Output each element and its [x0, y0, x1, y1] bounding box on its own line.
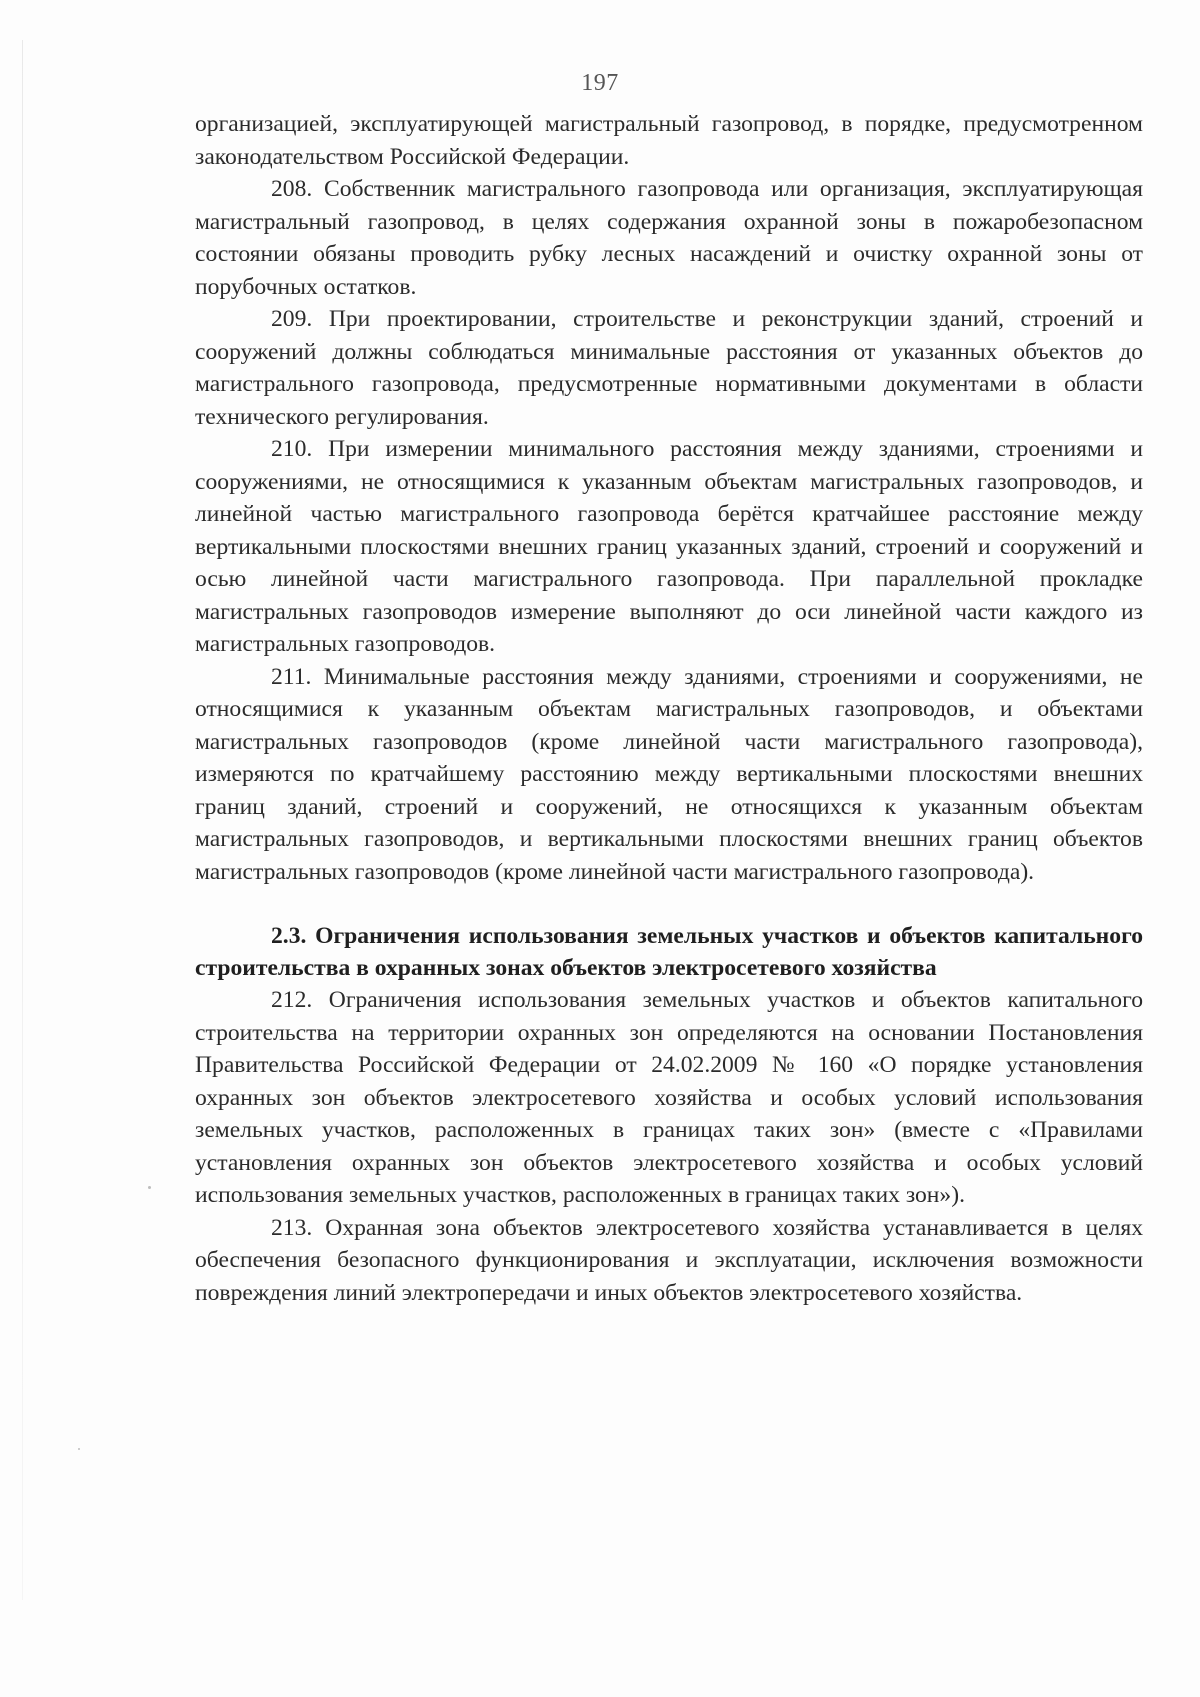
document-body — [195, 108, 1143, 1309]
section-heading-2-3: 2.3. Ограничения использования земельных участков и объектов капитального строительства в охранных зонах объектов электросетевого хозяйства — [195, 923, 1143, 981]
scan-speck — [78, 1448, 80, 1450]
paragraph-212: 212. Ограничения использования земельных участков и объектов капитального строительства на территории охранных зон определяются на основании Постановления Правительства Российской Федерации от 24.02.2009 № 160 «О порядке установления охранных зон объектов электросетевого хозяйства и особых условий использования земельных участков, расположенных в границах таких зон» (вместе с «Правилами установления охранных зон объектов электросетевого хозяйства и особых условий использования земельных участков, расположенных в границах таких зон»). — [195, 987, 1143, 1208]
paragraph-continuation: организацией, эксплуатирующей магистральный газопровод, в порядке, предусмотренном законодательством Российской Федерации. — [195, 111, 1143, 170]
paragraph-209: 209. При проектировании, строительстве и реконструкции зданий, строений и сооружений должны соблюдаться минимальные расстояния от указанных объектов до магистрального газопровода, предусмотренные нормативными документами в области технического регулирования. — [195, 306, 1143, 430]
paragraph-210: 210. При измерении минимального расстояния между зданиями, строениями и сооружениями, не относящимися к указанным объектам магистральных газопроводов, и линейной частью магистрального газопровода берётся кратчайшее расстояние между вертикальными плоскостями внешних границ указанных зданий, строений и сооружений и осью линейной части магистрального газопровода. При параллельной прокладке магистральных газопроводов измерение выполняют до оси линейной части каждого из магистральных газопроводов. — [195, 436, 1143, 657]
page-number: 197 — [581, 70, 619, 96]
paragraph-213: 213. Охранная зона объектов электросетевого хозяйства устанавливается в целях обеспечения безопасного функционирования и эксплуатации, исключения возможности повреждения линий электропередачи и иных объектов электросетевого хозяйства. — [195, 1214, 1143, 1306]
paragraph-211: 211. Минимальные расстояния между зданиями, строениями и сооружениями, не относящимися к указанным объектам магистральных газопроводов, и объектами магистральных газопроводов (кроме линейной части магистрального газопровода), измеряются по кратчайшему расстоянию между вертикальными плоскостями внешних границ зданий, строений и сооружений, не относящихся к указанным объектам магистральных газопроводов, и вертикальными плоскостями внешних границ объектов магистральных газопроводов (кроме линейной части магистрального газопровода). — [195, 663, 1143, 885]
paragraph-208: 208. Собственник магистрального газопровода или организация, эксплуатирующая магистральный газопровод, в целях содержания охранной зоны в пожаробезопасном состоянии обязаны проводить рубку лесных насаждений и очистку охранной зоны от порубочных остатков. — [195, 176, 1143, 300]
scan-edge-line — [22, 40, 23, 1600]
scan-speck — [148, 1186, 151, 1189]
